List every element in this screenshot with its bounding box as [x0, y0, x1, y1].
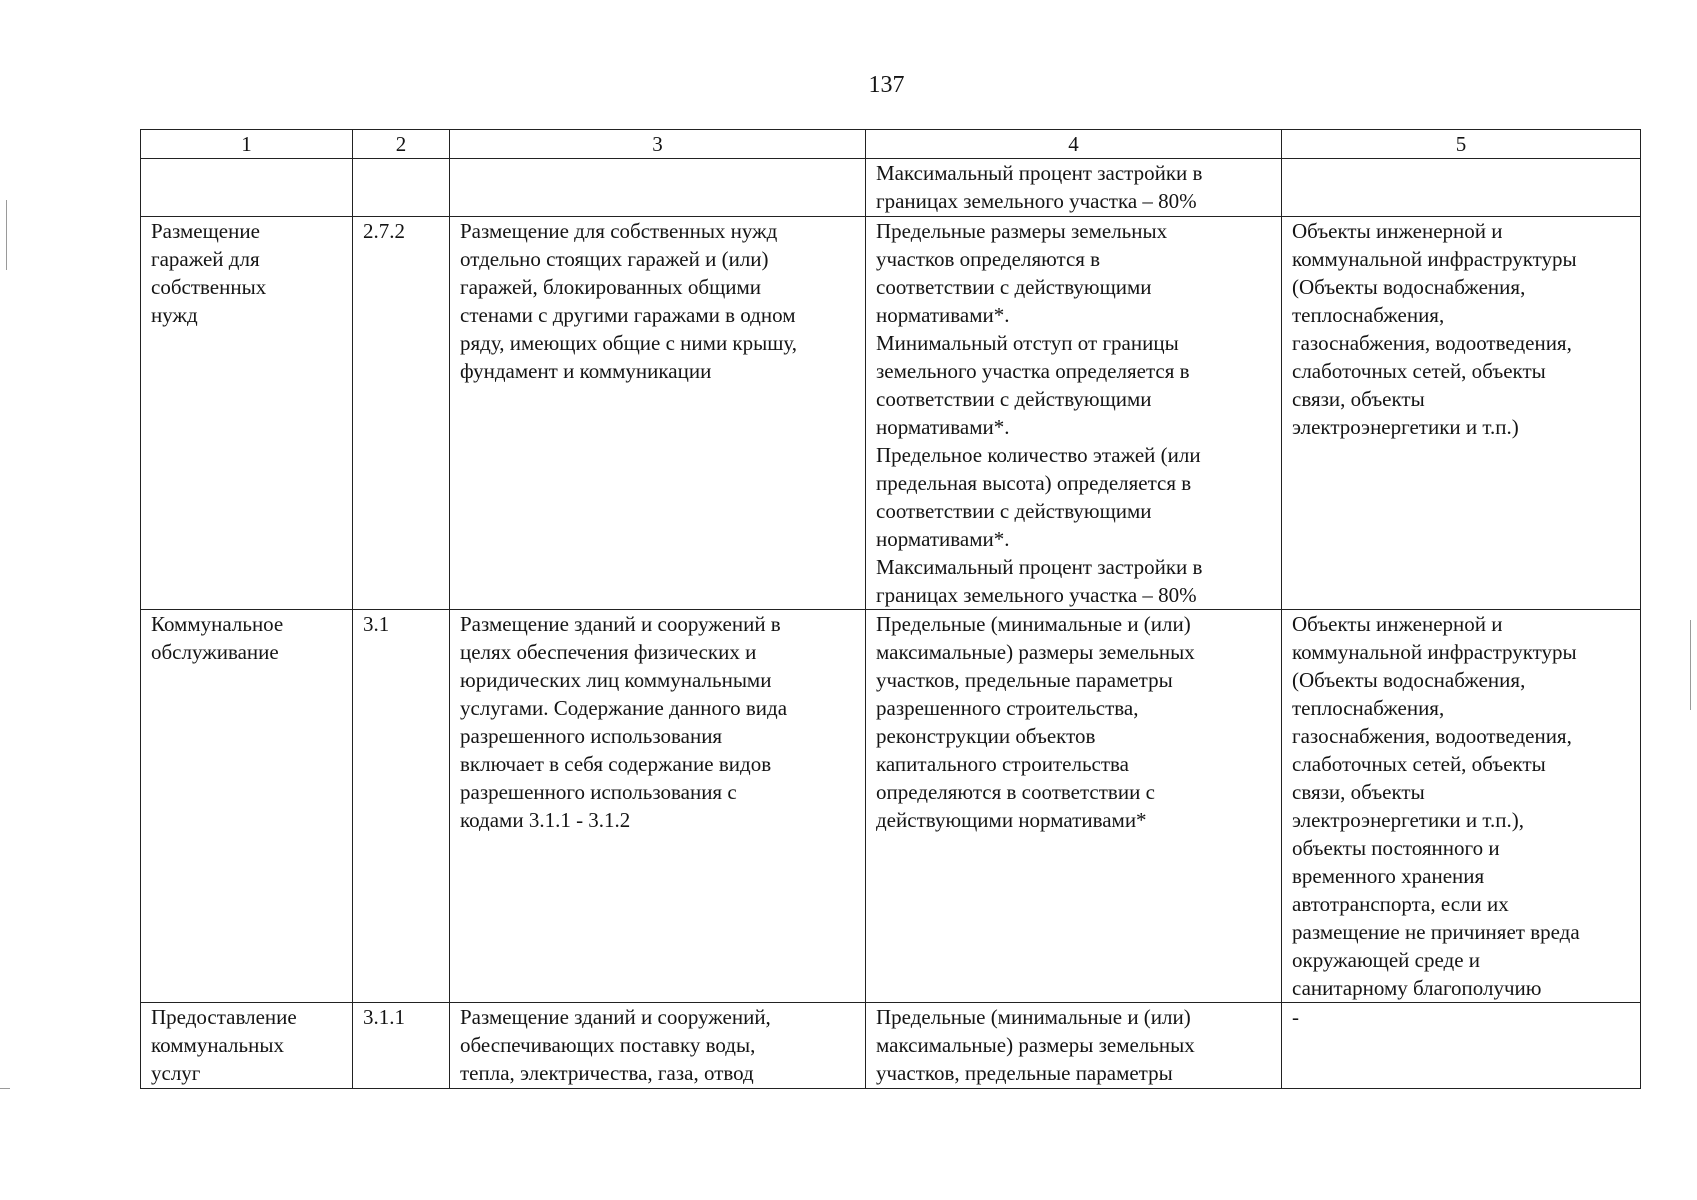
objects-cell: Объекты инженерной и коммунальной инфраструктуры (Объекты водоснабжения, теплоснабжения, газоснабжения, водоотведения, слаботочных сетей, объекты связи, объекты электроэнергетики и т.п.)	[1282, 217, 1641, 610]
parameters-cell: Предельные (минимальные и (или) максимальные) размеры земельных участков, предельные параметры	[866, 1003, 1282, 1089]
parameters-cell: Предельные размеры земельных участков определяются в соответствии с действующими нормативами*. Минимальный отступ от границы земельного участка определяется в соответствии с действующими нормативами*. Предельное количество этажей (или предельная высота) определяется в соответствии с действующими нормативами*. Максимальный процент застройки в границах земельного участка – 80%	[866, 217, 1282, 610]
scan-margin-mark	[0, 1088, 10, 1089]
code-cell: 3.1	[353, 610, 450, 1003]
column-header: 4	[866, 130, 1282, 159]
code-cell: 3.1.1	[353, 1003, 450, 1089]
description-cell: Размещение зданий и сооружений в целях обеспечения физических и юридических лиц коммунальными услугами. Содержание данного вида разрешенного использования включает в себя содержание видов разрешенного использования с кодами 3.1.1 - 3.1.2	[450, 610, 866, 1003]
description-cell: Размещение для собственных нужд отдельно стоящих гаражей и (или) гаражей, блокированных общими стенами с другими гаражами в одном ряду, имеющих общие с ними крышу, фундамент и коммуникации	[450, 217, 866, 610]
column-header: 5	[1282, 130, 1641, 159]
table-header-row	[141, 130, 1641, 159]
column-header: 1	[141, 130, 353, 159]
table-row	[141, 159, 1641, 217]
column-header: 3	[450, 130, 866, 159]
code-cell	[353, 159, 450, 217]
column-header: 2	[353, 130, 450, 159]
table-row	[141, 610, 1641, 1003]
table-row	[141, 1003, 1641, 1089]
description-cell: Размещение зданий и сооружений, обеспечивающих поставку воды, тепла, электричества, газа, отвод	[450, 1003, 866, 1089]
page-number: 137	[868, 72, 905, 98]
use-name-cell	[141, 159, 353, 217]
zoning-table	[140, 129, 1641, 1089]
objects-cell: -	[1282, 1003, 1641, 1089]
description-cell	[450, 159, 866, 217]
use-name-cell: Размещение гаражей для собственных нужд	[141, 217, 353, 610]
parameters-cell: Максимальный процент застройки в границах земельного участка – 80%	[866, 159, 1282, 217]
objects-cell: Объекты инженерной и коммунальной инфраструктуры (Объекты водоснабжения, теплоснабжения, газоснабжения, водоотведения, слаботочных сетей, объекты связи, объекты электроэнергетики и т.п.), объекты постоянного и временного хранения автотранспорта, если их размещение не причиняет вреда окружающей среде и санитарному благополучию	[1282, 610, 1641, 1003]
scan-margin-mark	[6, 200, 7, 270]
use-name-cell: Коммунальное обслуживание	[141, 610, 353, 1003]
code-cell: 2.7.2	[353, 217, 450, 610]
use-name-cell: Предоставление коммунальных услуг	[141, 1003, 353, 1089]
parameters-cell: Предельные (минимальные и (или) максимальные) размеры земельных участков, предельные параметры разрешенного строительства, реконструкции объектов капитального строительства определяются в соответствии с действующими нормативами*	[866, 610, 1282, 1003]
objects-cell	[1282, 159, 1641, 217]
table-row	[141, 217, 1641, 610]
scan-margin-mark	[1690, 620, 1691, 710]
